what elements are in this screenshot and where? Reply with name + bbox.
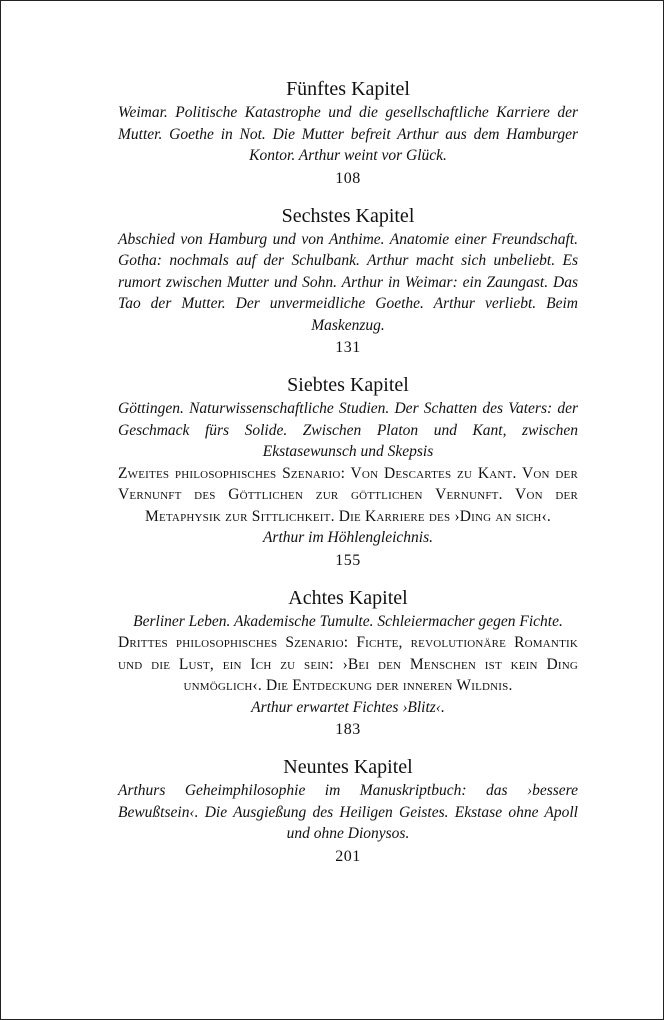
chapter-neun <box>118 754 578 869</box>
chapter-summary: Arthurs Geheimphilosophie im Manuskriptbuch: das ›bessere Bewußtsein‹. Die Ausgießung des Heiligen Geistes. Ekstase ohne Apoll und ohne Dionysos. <box>118 782 578 842</box>
page-number: 108 <box>335 169 361 187</box>
chapter-summary: Berliner Leben. Akademische Tumulte. Schleiermacher gegen Fichte. <box>133 612 563 630</box>
chapter-summary: Weimar. Politische Katastrophe und die gesellschaftliche Karriere der Mutter. Goethe in Not. Die Mutter befreit Arthur aus dem Hamburger Kontor. Arthur weint vor Glück. <box>118 104 578 164</box>
chapter-fuenf <box>118 76 578 191</box>
page-number: 183 <box>335 721 361 738</box>
chapter-title: Achtes Kapitel <box>288 586 408 609</box>
page-number: 131 <box>335 339 361 356</box>
chapter-title: Siebtes Kapitel <box>287 374 409 396</box>
page-number: 201 <box>335 847 361 865</box>
chapter-summary: Göttingen. Naturwissenschaftliche Studien. Der Schatten des Vaters: der Geschmack fürs Solide. Zwischen Platon und Kant, zwischen Ekstasewunsch und Skepsis <box>118 400 578 460</box>
chapter-title: Fünftes Kapitel <box>286 78 410 100</box>
page-number: 155 <box>335 551 361 569</box>
chapter-subsection: Arthur im Höhlengleichnis. <box>262 529 434 546</box>
chapter-summary: Abschied von Hamburg und von Anthime. Anatomie einer Freundschaft. Gotha: nochmals auf der Schulbank. Arthur macht sich unbeliebt. Es rumort zwischen Mutter und Sohn. Arthur in Weimar: ein Zaungast. Das Tao der Mutter. Der unvermeidliche Goethe. Arthur verliebt. Beim Maskenzug. <box>118 230 578 334</box>
chapter-subsection: Arthur erwartet Fichtes ›Blitz‹. <box>251 698 445 716</box>
philosophical-scenario: Drittes philosophisches Szenario: Fichte, revolutionäre Romantik und die Lust, ein Ich zu sein: ›Bei den Menschen ist kein Ding unmöglich‹. Die Entdeckung der inneren Wildnis. <box>118 634 579 694</box>
chapter-title: Neuntes Kapitel <box>283 756 413 778</box>
chapter-sieben <box>118 372 578 573</box>
chapter-acht <box>118 585 578 743</box>
chapter-title: Sechstes Kapitel <box>281 204 415 227</box>
philosophical-scenario: Zweites philosophisches Szenario: Von Descartes zu Kant. Von der Vernunft des Göttlichen zur göttlichen Vernunft. Von der Metaphysik zur Sittlichkeit. Die Karriere des ›Ding an sich‹. <box>118 464 578 525</box>
chapter-sechs <box>118 203 578 361</box>
table-of-contents <box>118 76 578 881</box>
